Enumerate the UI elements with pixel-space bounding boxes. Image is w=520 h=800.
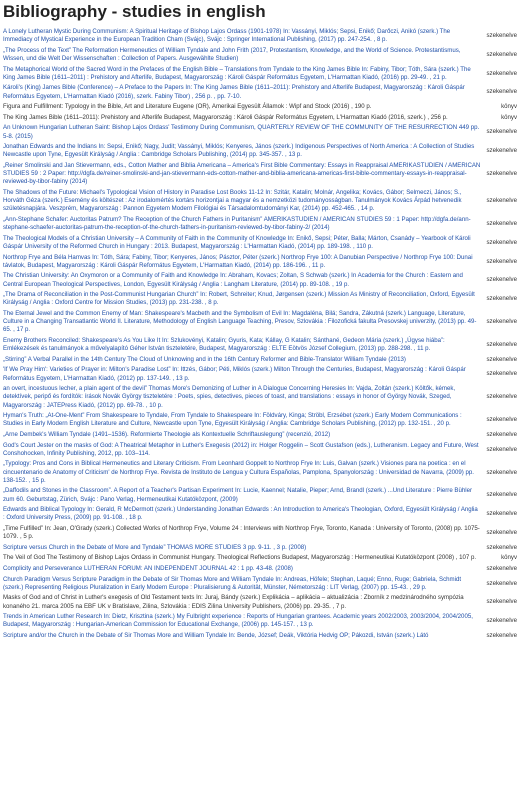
entry-link[interactable]: Northrop Frye and Béla Hamvas In: Tóth, Sára; Fabiny, Tibor; Kenyeres, János; Pásztor, Péter (szerk.) Northrop Frye 100: A Danubian Perspective / Northrop Frye 100: Dunai távlatok, Budapest, Magyarország : Károli Gáspár Református Egyetem, L'Harmattan Kiadó, (2014) pp. 186-196. , 11 p. <box>3 253 473 269</box>
list-item <box>3 576 517 592</box>
list-item <box>3 366 517 382</box>
list-item <box>3 385 517 410</box>
list-item <box>3 143 517 159</box>
entry-type-label: szekenelve <box>486 170 517 178</box>
entry-link[interactable]: Complicity and Perseverance LUTHERAN FORUM: AN INDEPENDENT JOURNAL 42 : 1 pp. 43-48. (2008) <box>3 564 293 572</box>
list-item <box>3 216 517 232</box>
entry-link[interactable]: The Eternal Jewel and the Common Enemy of Man: Shakespeare's Macbeth and the Symbolism of Evil In: Magdaléna, Bilá; Sandra, Zákutná (szerk.) Language, Literature, Culture in a Changing Transatlantic World II. Literature, Methodology of English Language Teaching, Presov, Szlovákia : Filozofická fakulta Presovskej univerzity, (2013) pp. 49-65. , 17 p. <box>3 309 477 334</box>
entry-text: Masks of God and of Christ in Luther's exegesis of Old Testament texts In: Juraj, Bándy (szerk.) Explikácia – aplikácia – aktualizácia : Zborník z medzinárodného sympózia konaného 21. marca 2005 na EBF UK v Bratislave, Zilina, Szlovákia : EDIS Zilina University Publishers, (2006) pp. 29-35. , 7 p. <box>3 594 464 610</box>
entry-type-label: szekenelve <box>486 147 517 155</box>
entry-type-label: szekenelve <box>486 238 517 246</box>
entry-link[interactable]: The Shadows of the Future: Michael's Typological Vision of History in Paradise Lost Books 11-12 In: Szitár, Katalin; Molnár, Angelika; Kovács, Gábor; Selmeczi, János; S., Horváth Géza (szerk.) Esemény és költészet : Az irodalomértés kortárs horizontjai a magyar és a nemzetközi tudományosságban. Tanulmányok Kovács Árpád hetvenedik születésnapjára. Veszprém, Magyarország : Pannon Egyetem Modern Filológiai és Társadalomtudományi Kar, (2014) pp. 452-465. , 14 p. <box>3 188 462 213</box>
list-item <box>3 613 517 629</box>
entry-type-label: szekenelve <box>486 529 517 537</box>
entry-type-label: szekenelve <box>486 416 517 424</box>
entry-text: Figura and Fulfillment: Typology in the Bible, Art and Literature Eugene (OR), Amerikai Egyesült Államok : Wipf and Stock (2016) , 190 p. <box>3 103 372 111</box>
list-item <box>3 114 517 122</box>
entry-link[interactable]: Enemy Brothers Reconciled: Shakespeare's As You Like It In: Szlukovényi, Katalin; Gyuris, Kata; Kállay, G Katalin; Sánthané, Gedeon Mária (szerk.) „Úgyse hiába”: Emlékezések és tanulmányok a művelyalapító Géher István tiszteletére, Budapest, Magyarország : ELTE Eötvös József Collegium, (2013) pp. 288-298. , 11 p. <box>3 336 445 353</box>
entry-link[interactable]: „Stirring” A Verbal Parallel in the 14th Century The Cloud of Unknowing and in the 16th Century Reformer and Bible-Translator William Tyndale (2013) <box>3 355 406 363</box>
entry-link[interactable]: Károli's (King) James Bible (Conference) – A Preface to the Papers In: The King James Bible (1611–2011): Prehistory and Afterlife Budapest, Magyarország : Károli Gáspár Református Egyetem, L'Harmattan Kiadó (2016), szerk. Fabiny Tibor) , 256 p. , pp. 7-10. <box>3 84 465 100</box>
entry-type-label: könyv <box>501 103 517 111</box>
entry-type-label: szekenelve <box>486 32 517 40</box>
list-item <box>3 594 517 610</box>
list-item <box>3 442 517 458</box>
list-item <box>3 162 517 187</box>
entry-type-label: szekenelve <box>486 276 517 284</box>
entry-link[interactable]: 'If We Pray Him': Varieties of Prayer in: Milton's Paradise Lost” In: Ittzés, Gábor; Péti, Miklós (szerk.) Milton Through the Centuries, Budapest, Magyarország : Károli Gáspár Református Egyetem, L'Harmattan Kiadó, (2012) pp. 137-149. , 13 p. <box>3 366 466 382</box>
entry-link[interactable]: Trends in American Luther Research In: Dietz, Krisztina (szerk.) My Fulbright experience : Reports of Hungarian grantees. Academic years 2002/2003, 2003/2004, 2004/2005, Budapest, Magyarország : Hungarian-American Commission for Educational Exchange, (2006) pp. 145-157. , 13 p. <box>3 613 473 629</box>
list-item <box>3 460 517 485</box>
entry-type-label: szekenelve <box>486 393 517 401</box>
list-item <box>3 66 517 82</box>
entry-link[interactable]: The Christian University: An Oxymoron or a Community of Faith and Knowledge In: Abraham, Kovacs; Zoltan, S Schwab (szerk.) In Academia for the Church : Eastern and Central European Theological Perspectives, London, Egyesült Királyság / Anglia : Langham Literature, (2014) pp. 89-108. , 19 p. <box>3 272 463 288</box>
entry-link[interactable]: „The Drama of Reconciliation in the Post-Communist Hungarian Church” In: Robert, Schreiter; Knud, Jørgensen (szerk.) Mission As Ministry of Reconciliation, Oxford, Egyesült Királyság / Anglia : Oxford Centre for Mission Studies, (2013) pp. 231-238. , 8 p. <box>3 291 475 307</box>
entry-link[interactable]: „Daffodils and Stones in the Classroom”. A Report of a Teacher's Partisan Experiment In: Lucie, Kaennel; Natalie, Pieper; Arnd, Brandl (szerk.) ...Und Literature : Pierre Bühler zum 60. Geburtstag, Zürich, Svájc : Pano Verlag, Hermeneutikai Kutatóközpont, (2009) <box>3 487 473 503</box>
entry-link[interactable]: Scripture versus Church in the Debate of More and Tyndale” THOMAS MORE STUDIES 3 pp. 9-11. , 3 p. (2008) <box>3 543 307 551</box>
entry-type-label: szekenelve <box>486 318 517 326</box>
entry-type-label: szekenelve <box>486 197 517 205</box>
entry-type-label: szekenelve <box>486 128 517 136</box>
entry-type-label: szekenelve <box>486 370 517 378</box>
list-item <box>3 28 517 44</box>
entry-link[interactable]: „Arne Dembek's William Tyndale (1491–1536). Reformierte Theologie als Kontextuelle Schriftauslegung” (recenzió, 2012) <box>3 430 331 438</box>
entry-link[interactable]: Scripture and/or the Church in the Debate of Sir Thomas More and William Tyndale In: Bende, József; Deák, Viktória Hedvig OP; Pákozdi, István (szerk.) Látó <box>3 631 429 639</box>
list-item <box>3 337 517 353</box>
entry-link[interactable]: Church Paradigm Versus Scripture Paradigm in the Debate of Sir Thomas More and William Tyndale In: Andreas, Höfele; Stephan, Laqué; Enno, Ruge; Gabriela, Schmidt (szerk.) Representing Religious Pluralization in Early Modern Europe : Pluralisierung & Autorität, Münster, Németország : LIT Verlag, (2007) pp. 15-43. , 29 p. <box>3 575 462 591</box>
entry-type-label: szekenelve <box>486 341 517 349</box>
list-item <box>3 254 517 270</box>
list-item <box>3 103 517 111</box>
list-item <box>3 272 517 288</box>
entry-link[interactable]: Hyman's Truth: „At-One-Ment” From Shakespeare to Tyndale, From Tyndale to Shakespeare In: Földváry, Kinga; Ströbl, Erzsébet (szerk.) Early Modern Communications : Studies in Early Modern English Literature and Culture, Newcastle upon Tyne, Egyesült Királyság / Anglia: Cambridge Scholars Publishing, (2012) pp. 132-151. , 20 p. <box>3 412 462 428</box>
entry-type-label: szekenelve <box>486 598 517 606</box>
entry-link[interactable]: „Ann-Stephane Schafer: Auctoritas Patrum? The Reception of the Church Fathers in Puritanism” AMERIKASTUDIEN / AMERICAN STUDIES 59 : 1 Paper: http://dgfa.de/ann-stephane-schaefer-auctoritas-patrum-the-reception-of-the-church-fathers-in-puritanism-reviewed-by-tibor-fabiny-2/ (2014) <box>3 215 471 232</box>
entry-link[interactable]: The Theological Models of a Christian University – A Community of Faith in the Community of Knowledge In: Enikő, Sepsi; Péter, Balla; Márton, Csanády – Yearbook of Károli Gáspár University of the Reformed Church in Hungary : 2013. Budapest, Magyarország : L'Harmattan Kiadó, (2014) pp. 189-198. , 110 p. <box>3 234 471 250</box>
entry-type-label: szekenelve <box>486 50 517 58</box>
list-item <box>3 412 517 428</box>
entry-type-label: szekenelve <box>486 543 517 551</box>
list-item <box>3 487 517 503</box>
entry-type-label: könyv <box>501 113 517 121</box>
entry-link[interactable]: Edwards and Biblical Typology In: Gerald, R McDermott (szerk.) Understanding Jonathan Edwards : An Introduction to America's Theologian, Oxford, Egyesült Királyság / Anglia : Oxford University Press, (2009) pp. 91-108. , 18 p. <box>3 506 478 522</box>
entry-type-label: könyv <box>501 554 517 562</box>
list-item <box>3 356 517 364</box>
entry-type-label: szekenelve <box>486 69 517 77</box>
list-item <box>3 291 517 307</box>
entry-type-label: szekenelve <box>486 468 517 476</box>
list-item <box>3 525 517 541</box>
list-item <box>3 506 517 522</box>
list-item <box>3 84 517 100</box>
entry-link[interactable]: The Metaphorical World of the Sacred Word in the Prefaces of the English Bible – Translations from Tyndale to the King James Bible In: Fabiny, Tibor; Tóth, Sára (szerk.) The King James Bible (1611–2011) : Prehistory and Afterlife, Budapest, Magyarország : Károli Gáspár Református Egyetem, L'Harmattan Kiadó, (2016) pp. 29-49. , 21 p. <box>3 65 471 81</box>
bibliography-list <box>3 28 517 640</box>
entry-type-label: szekenelve <box>486 617 517 625</box>
entry-link[interactable]: „Typology: Pros and Cons in Biblical Hermeneutics and Literary Criticism. From Leonhard Goppelt to Northrop Frye In: Luis, Galvan (szerk.) Visiones para na poetica : en el cincuentenario de Anatomy of Criticism' de Northrop Frye. Revista de Instituto de Lengua y Cultura Españolas, Pamplona, Spanyolország : Universidad de Navarra, (2009) pp. 138-152. , 15 p. <box>3 460 474 484</box>
entry-type-label: szekenelve <box>486 88 517 96</box>
entry-link[interactable]: an overt, incestuous lecher, a plain agent of the devil” Thomas More's Demonizing of Luther in A Dialogue Concerning Heresies In: Vajda, Zoltán (szerk.) Költők, kémek, detektívek, peripő és fordítók: írások Novák György tiszteletére : Poets, spies, detectives, pieces of toast, and translations : essays in honor of György Novák, Szeged, Magyarország : JATEPress Kiadó, (2012) pp. 69-78. , 10 p. <box>3 385 456 409</box>
entry-type-label: szekenelve <box>486 220 517 228</box>
page-title: Bibliography - studies in english <box>3 2 266 21</box>
entry-link[interactable]: „Reiner Smolinski and Jan Stievermann, eds., Cotton Mather and Biblia Americana – America's First Bible Commentary: Essays in Reappraisal AMERIKASTUDIEN / AMERICAN STUDIES 59 : 2 Paper: http://dgfa.de/reiner-smolinski-and-jan-stievermann-eds-cotton-mather-and-biblia-americana-americas-first-bible-commentary-essays-in-reappraisal-reviewed-by-tibor-fabiny (2014) <box>3 161 481 186</box>
entry-type-label: szekenelve <box>486 579 517 587</box>
entry-text: „Time Fulfilled” In: Jean, O'Grady (szerk.) Collected Works of Northrop Frye, Volume 24 : Interviews with Northrop Frye, Toronto, Kanada : University of Toronto, (2008) pp. 1075-1079. , 5 p. <box>3 524 480 541</box>
list-item <box>3 235 517 251</box>
entry-type-label: szekenelve <box>486 510 517 518</box>
list-item <box>3 310 517 335</box>
entry-type-label: szekenelve <box>486 491 517 499</box>
entry-type-label: szekenelve <box>486 631 517 639</box>
entry-link[interactable]: God's Court Jester on the masks of God: A Theatrical Metaphor in Luther's Exegesis (2012) in: Holger Roggelin – Scott Gustafson (eds.), Lutheranism. Legacy and Future, West Conshohocken, Infinity Publishing, 2012, pp. 103–114. <box>3 441 479 457</box>
entry-text: The King James Bible (1611–2011): Prehistory and Afterlife Budapest, Magyarország : Károli Gáspár Református Egyetem, L'Harmattan Kiadó (2016, szerk.) , 256 p. <box>3 113 448 121</box>
entry-link[interactable]: „The Process of the Text” The Reformation Hermeneutics of William Tyndale and John Frith (2017, Protestantism, Knowledge, and the World of Science. Protestantismus, Wissen, und die Welt Der Wissenschaften : Collection of Papers. Ausgewählte Studien) <box>3 46 461 62</box>
list-item <box>3 431 517 439</box>
entry-text: The Veil of God The Testimony of Bishop Lajos Ordass in Communist Hungary. Theological Reflections Budapest, Magyarország : Hermeneutikai Kutatóközpont (2008) , 107 p. <box>3 554 477 562</box>
list-item <box>3 554 517 562</box>
list-item <box>3 565 517 573</box>
entry-type-label: szekenelve <box>486 257 517 265</box>
entry-link[interactable]: A Lonely Lutheran Mystic During Communism: A Spiritual Heritage of Bishop Lajos Ordass (1901-1978) In: Vassányi, Miklós; Sepsi, Enikő; Darőczi, Anikó (szerk.) The Immediacy of Mystical Experience in the European Tradition Cham (Svájc), Svájc : Springer International Publishing, (2017) pp. 247-254. , 8 p. <box>3 28 451 44</box>
list-item <box>3 47 517 63</box>
entry-link[interactable]: Jonathan Edwards and the Indians In: Sepsi, Enikő; Nagy, Judit; Vassányi, Miklós; Kenyeres, János (szerk.) Indigenous Perspectives of North America : A Collection of Studies Newcastle upon Tyne, Egyesült Királyság / Anglia : Cambridge Scholars Publishing, (2014) pp. 345-357. , 13 p. <box>3 143 475 159</box>
entry-type-label: szekenelve <box>486 564 517 572</box>
list-item <box>3 544 517 552</box>
entry-type-label: szekenelve <box>486 295 517 303</box>
entry-link[interactable]: An Unknown Hungarian Lutheran Saint: Bishop Lajos Ordass' Testimony During Communism, QUARTERLY REVIEW OF THE COMMUNITY OF THE RESURRECTION 449 pp. 5-8. (2015) <box>3 124 480 140</box>
list-item <box>3 189 517 214</box>
entry-type-label: szekenelve <box>486 355 517 363</box>
list-item <box>3 632 517 640</box>
entry-type-label: szekenelve <box>486 430 517 438</box>
entry-type-label: szekenelve <box>486 445 517 453</box>
list-item <box>3 124 517 140</box>
